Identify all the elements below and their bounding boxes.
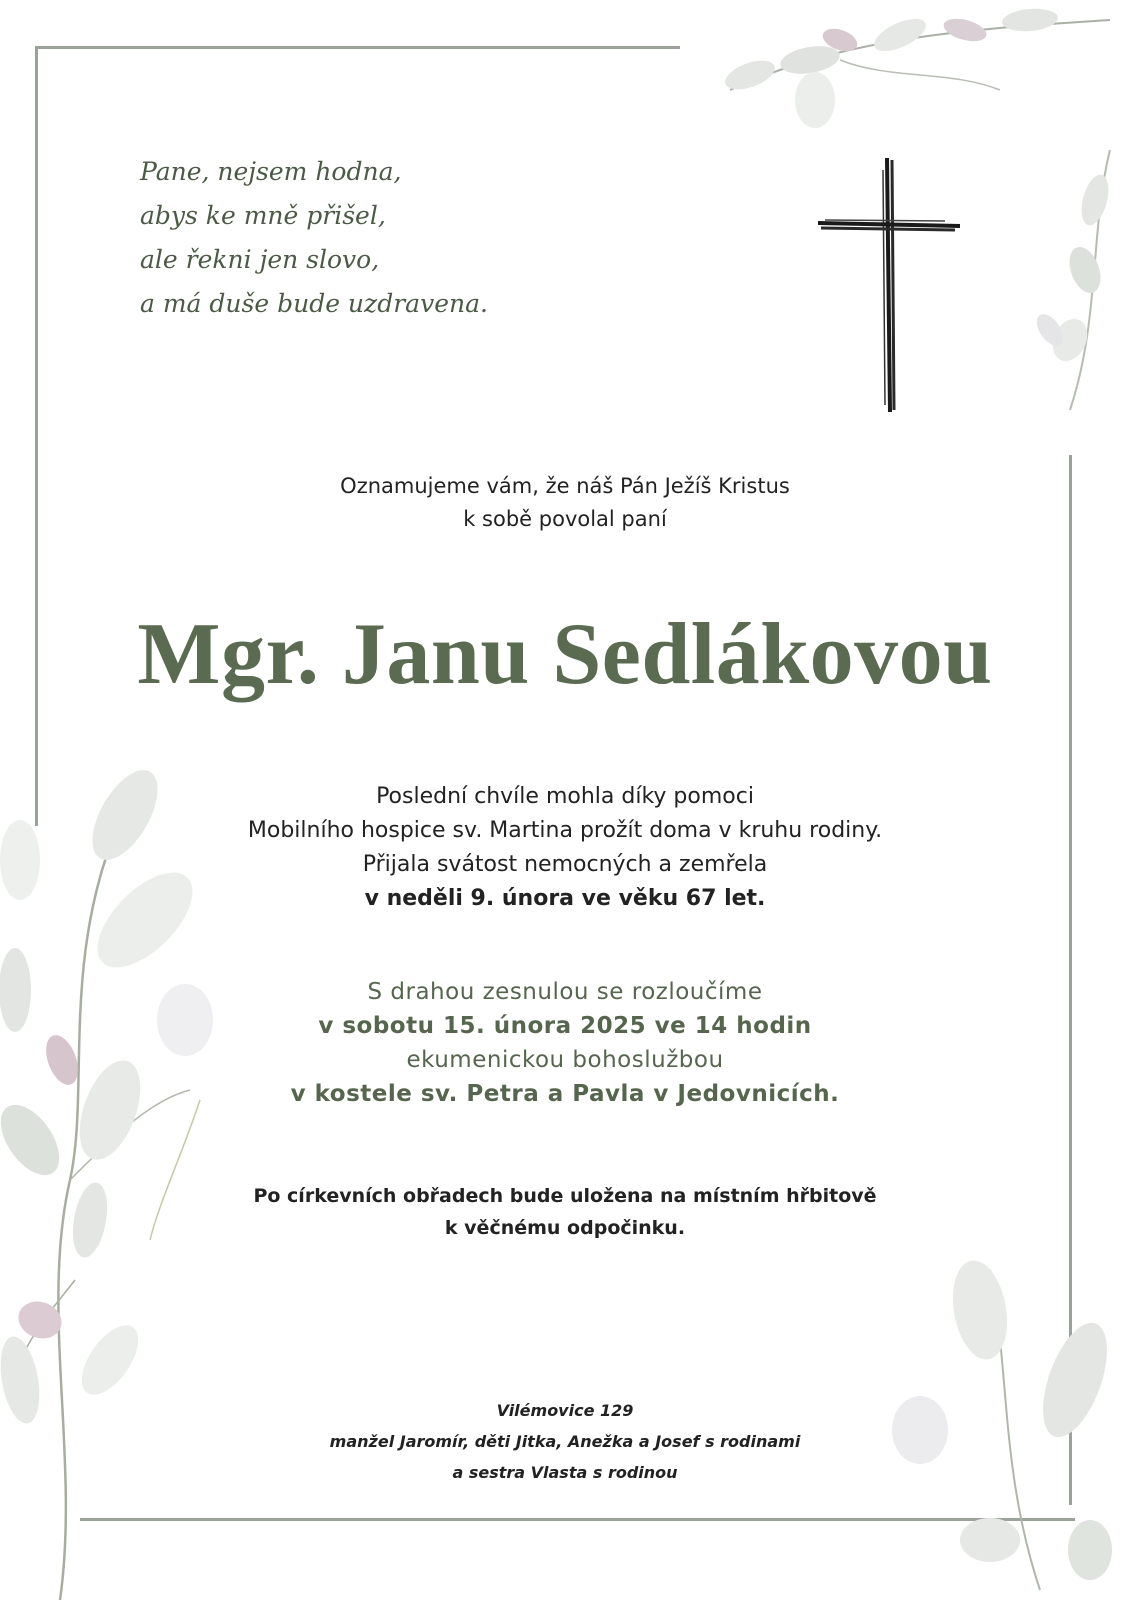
burial-line: Po církevních obřadech bude uložena na místním hřbitově bbox=[253, 1185, 877, 1207]
deceased-name: Mgr. Janu Sedlákovou bbox=[137, 606, 993, 703]
frame-left-line bbox=[35, 46, 38, 826]
prayer-line: a má duše bude uzdravena. bbox=[140, 289, 488, 318]
prayer-line: Pane, nejsem hodna, bbox=[140, 157, 402, 186]
story-line: Přijala svátost nemocných a zemřela bbox=[362, 852, 768, 877]
prayer-line: ale řekni jen slovo, bbox=[140, 245, 380, 274]
final-moments-text bbox=[0, 780, 1130, 916]
farewell-date-line: v sobotu 15. února 2025 ve 14 hodin bbox=[318, 1013, 812, 1039]
frame-top-line bbox=[35, 46, 680, 49]
cross-icon bbox=[815, 150, 965, 420]
story-line: Mobilního hospice sv. Martina prožít doma v kruhu rodiny. bbox=[247, 818, 883, 843]
announcement bbox=[0, 470, 1130, 536]
death-date-line: v neděli 9. února ve věku 67 let. bbox=[364, 886, 766, 911]
family-line: manžel Jaromír, děti Jitka, Anežka a Josef s rodinami bbox=[329, 1432, 801, 1451]
announcement-line: k sobě povolal paní bbox=[463, 507, 667, 531]
farewell-info bbox=[0, 975, 1130, 1111]
family-signature bbox=[0, 1395, 1130, 1488]
farewell-line: S drahou zesnulou se rozloučíme bbox=[367, 979, 763, 1005]
announcement-line: Oznamujeme vám, že náš Pán Ježíš Kristus bbox=[340, 474, 790, 498]
prayer-line: abys ke mně přišel, bbox=[140, 201, 386, 230]
family-line: a sestra Vlasta s rodinou bbox=[452, 1463, 678, 1482]
farewell-line: ekumenickou bohoslužbou bbox=[406, 1047, 724, 1073]
burial-info bbox=[0, 1180, 1130, 1244]
address: Vilémovice 129 bbox=[496, 1401, 634, 1420]
story-line: Poslední chvíle mohla díky pomoci bbox=[376, 784, 754, 809]
farewell-place-line: v kostele sv. Petra a Pavla v Jedovnicích. bbox=[290, 1081, 840, 1107]
burial-line: k věčnému odpočinku. bbox=[444, 1217, 686, 1239]
prayer-verse bbox=[140, 150, 488, 326]
